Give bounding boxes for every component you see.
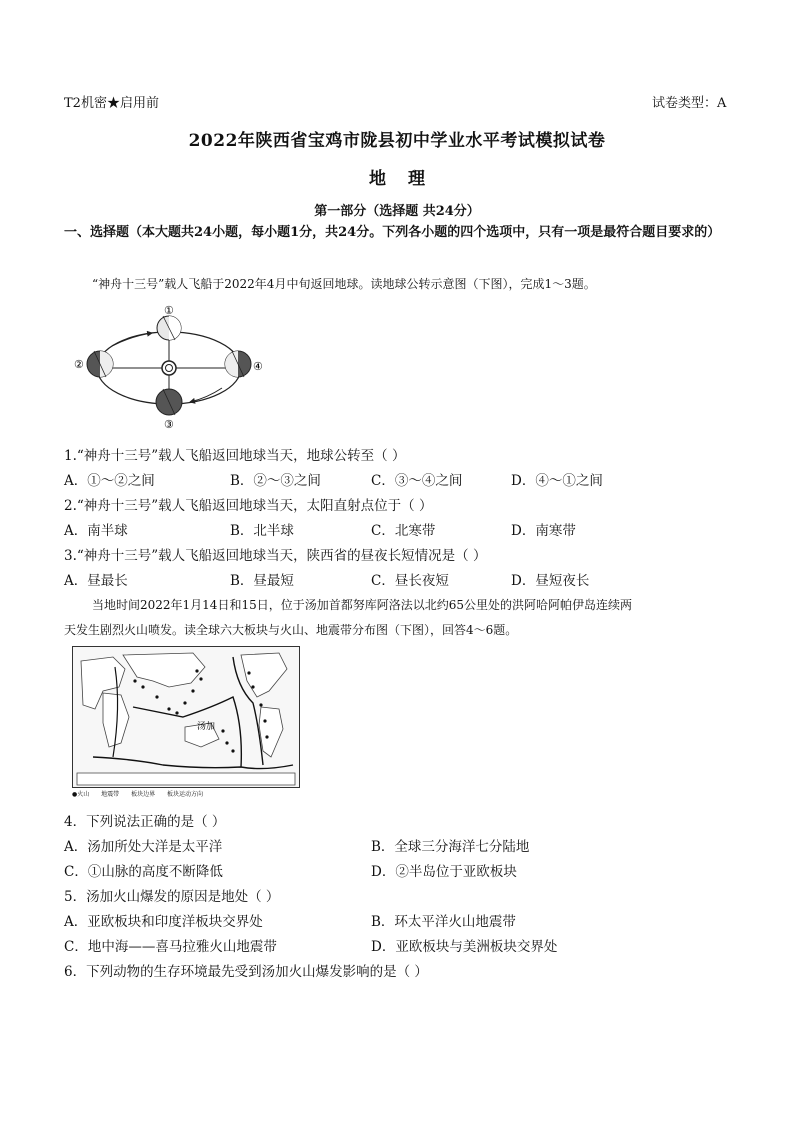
paper-type-label: 试卷类型：A: [652, 96, 727, 111]
map-legend: [72, 789, 298, 798]
tonga-label: 汤加: [197, 722, 216, 732]
orbit-label-4: ④: [253, 360, 263, 373]
q1-option-c: C．③～④之间: [371, 473, 463, 489]
earth-position-4-icon: [225, 351, 251, 377]
legend-plate-motion: 板块运动方向: [167, 791, 204, 798]
subject-title: 地理: [369, 169, 447, 189]
antarctica-shape: [77, 773, 295, 785]
intro-orbit: “神舟十三号”载人飞船于2022年4月中旬返回地球。读地球公转示意图（下图），完成1～3题。: [92, 277, 596, 291]
q5-option-d: D．亚欧板块与美洲板块交界处: [371, 939, 558, 955]
q1-option-a: A．①～②之间: [64, 473, 155, 489]
q3-option-a: A．昼最长: [64, 573, 128, 589]
q3-option-c: C．昼长夜短: [371, 573, 449, 589]
legend-plate-boundary: 板块边界: [131, 791, 156, 798]
q2-option-a: A．南半球: [64, 523, 128, 539]
north-america-shape: [241, 653, 287, 697]
question-2: 2.“神舟十三号”载人飞船返回地球当天，太阳直射点位于（ ）: [64, 498, 433, 514]
world-plates-svg: [73, 647, 299, 787]
q3-option-b: B．昼最短: [230, 573, 294, 589]
intro-tonga-line2: 天发生剧烈火山喷发。读全球六大板块与火山、地震带分布图（下图），回答4～6题。: [64, 623, 518, 637]
earth-position-3-icon: [156, 389, 182, 415]
legend-seismic-belt: 地震带: [101, 791, 120, 798]
confidential-label: T2机密★启用前: [64, 96, 159, 111]
q1-option-d: D．④～①之间: [511, 473, 603, 489]
q4-option-a: A．汤加所处大洋是太平洋: [64, 839, 223, 855]
south-america-shape: [259, 707, 283, 757]
section-instructions: 一、选择题（本大题共24小题，每小题1分，共24分。下列各小题的四个选项中，只有一项是最符合题目要求的）: [64, 225, 721, 240]
exam-title: 2022年陕西省宝鸡市陇县初中学业水平考试模拟试卷: [188, 131, 606, 151]
q4-option-d: D．②半岛位于亚欧板块: [371, 864, 517, 880]
question-4: 4．下列说法正确的是（ ）: [64, 814, 226, 830]
earth-orbit-diagram: [72, 300, 272, 430]
orbit-label-1: ①: [164, 304, 174, 317]
earth-position-2-icon: [87, 351, 113, 377]
question-3: 3.“神舟十三号”载人飞船返回地球当天，陕西省的昼夜长短情况是（ ）: [64, 548, 487, 564]
q5-option-c: C．地中海——喜马拉雅火山地震带: [64, 939, 277, 955]
q2-option-c: C．北寒带: [371, 523, 436, 539]
question-6: 6．下列动物的生存环境最先受到汤加火山爆发影响的是（ ）: [64, 964, 428, 980]
orbit-label-2: ②: [74, 358, 84, 371]
q2-option-b: B．北半球: [230, 523, 294, 539]
question-1: 1.“神舟十三号”载人飞船返回地球当天，地球公转至（ ）: [64, 448, 406, 464]
q5-option-b: B．环太平洋火山地震带: [371, 914, 516, 930]
earth-position-1-icon: [157, 316, 181, 340]
q4-option-b: B．全球三分海洋七分陆地: [371, 839, 530, 855]
legend-volcano: ●火山: [72, 791, 90, 798]
intro-tonga-line1: 当地时间2022年1月14日和15日，位于汤加首都努库阿洛法以北约65公里处的洪阿哈阿帕伊岛连续两: [92, 598, 632, 612]
sun-icon: [162, 361, 176, 375]
q4-option-c: C．①山脉的高度不断降低: [64, 864, 223, 880]
question-5: 5．汤加火山爆发的原因是地处（ ）: [64, 889, 280, 905]
orbit-label-3: ③: [164, 418, 174, 430]
part-heading: 第一部分（选择题 共24分）: [314, 204, 480, 219]
q1-option-b: B．②～③之间: [230, 473, 321, 489]
q5-option-a: A．亚欧板块和印度洋板块交界处: [64, 914, 263, 930]
q3-option-d: D．昼短夜长: [511, 573, 590, 589]
q2-option-d: D．南寒带: [511, 523, 576, 539]
plate-map: [72, 646, 300, 788]
